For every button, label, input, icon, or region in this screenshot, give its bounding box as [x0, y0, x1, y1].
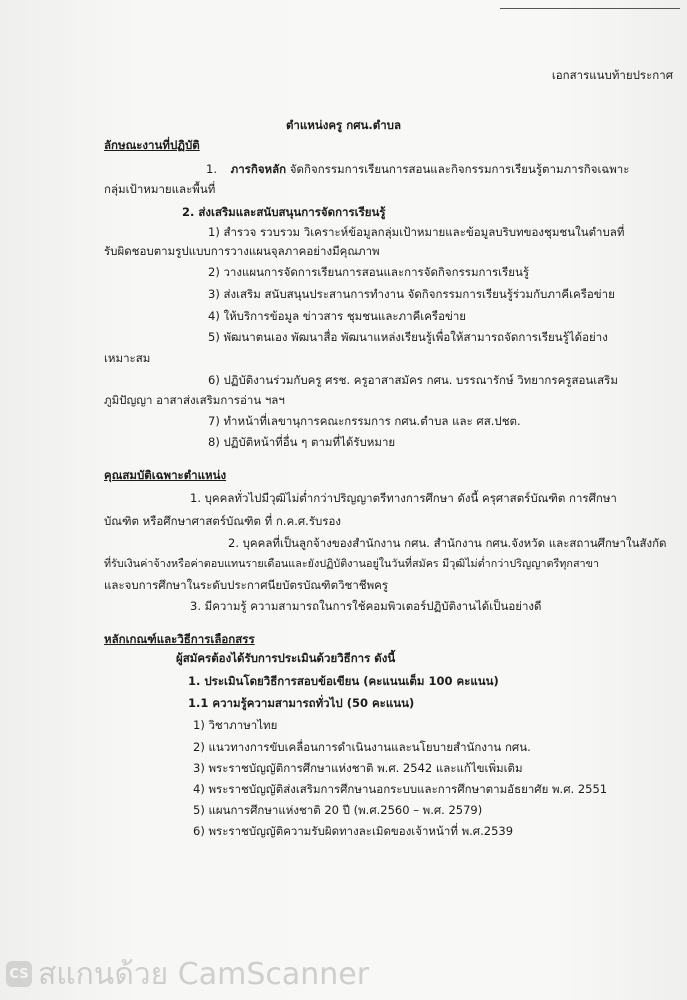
duty-item-1-text: จัดกิจกรรมการเรียนการสอนและกิจกรรมการเรียนรู้ตามภารกิจเฉพาะ — [286, 162, 630, 176]
duty-sub-1-cont: รับผิดชอบตามรูปแบบการวางแผนจุลภาคอย่างมีคุณภาพ — [104, 244, 380, 258]
topic-item: 3) พระราชบัญญัติการศึกษาแห่งชาติ พ.ศ. 2542 และแก้ไขเพิ่มเติม — [193, 761, 523, 775]
qualification-1-cont: บัณฑิต หรือศึกษาศาสตร์บัณฑิต ที่ ก.ค.ศ.รับรอง — [104, 514, 341, 528]
topic-item: 1) วิชาภาษาไทย — [193, 718, 278, 732]
duties-heading: ลักษณะงานที่ปฏิบัติ — [104, 138, 200, 152]
header-note: เอกสารแนบท้ายประกาศ — [551, 68, 673, 82]
duty-item-1-number: 1. — [206, 162, 217, 176]
duty-item-1-cont: กลุ่มเป้าหมายและพื้นที่ — [104, 182, 216, 196]
qualification-2: 2. บุคคลที่เป็นลูกจ้างของสำนักงาน กศน. สำนักงาน กศน.จังหวัด และสถานศึกษาในสังกัด — [228, 536, 667, 550]
duty-sub-7: 7) ทำหน้าที่เลขานุการคณะกรรมการ กศน.ตำบล และ ศส.ปชต. — [208, 414, 521, 428]
qualification-2-cont-2: และจบการศึกษาในระดับประกาศนียบัตรบัณฑิตวิชาชีพครู — [104, 578, 389, 592]
qualification-3: 3. มีความรู้ ความสามารถในการใช้คอมพิวเตอร์ปฏิบัติงานได้เป็นอย่างดี — [190, 599, 542, 613]
selection-part-1-1: 1.1 ความรู้ความสามารถทั่วไป (50 คะแนน) — [188, 696, 415, 710]
qualification-1: 1. บุคคลทั่วไปมีวุฒิไม่ต่ำกว่าปริญญาตรีทางการศึกษา ดังนี้ ครุศาสตร์บัณฑิต การศึกษา — [190, 491, 617, 505]
top-rule — [500, 8, 680, 9]
selection-intro: ผู้สมัครต้องได้รับการประเมินด้วยวิธีการ ดังนี้ — [176, 651, 396, 665]
topic-item: 2) แนวทางการขับเคลื่อนการดำเนินงานและนโยบายสำนักงาน กศน. — [193, 740, 531, 754]
duty-item-1-title: ภารกิจหลัก — [230, 162, 287, 176]
duty-sub-1: 1) สำรวจ รวบรวม วิเคราะห์ข้อมูลกลุ่มเป้าหมายและข้อมูลบริบทของชุมชนในตำบลที่ — [208, 225, 625, 239]
duty-item-1 — [206, 162, 629, 176]
duty-item-2-title: 2. ส่งเสริมและสนับสนุนการจัดการเรียนรู้ — [182, 205, 386, 219]
camscanner-watermark — [6, 952, 436, 996]
selection-method-1: 1. ประเมินโดยวิธีการสอบข้อเขียน (คะแนนเต็ม 100 คะแนน) — [188, 674, 499, 688]
topic-item: 4) พระราชบัญญัติส่งเสริมการศึกษานอกระบบและการศึกษาตามอัธยาศัย พ.ศ. 2551 — [193, 782, 608, 796]
topic-item: 5) แผนการศึกษาแห่งชาติ 20 ปี (พ.ศ.2560 – พ.ศ. 2579) — [193, 803, 483, 817]
duty-sub-3: 3) ส่งเสริม สนับสนุนประสานการทำงาน จัดกิจกรรมการเรียนรู้ร่วมกับภาคีเครือข่าย — [208, 287, 615, 301]
camscanner-logo-icon: CS — [6, 961, 32, 987]
selection-heading: หลักเกณฑ์และวิธีการเลือกสรร — [104, 632, 255, 646]
qualifications-heading: คุณสมบัติเฉพาะตำแหน่ง — [104, 468, 227, 482]
camscanner-watermark-text: สแกนด้วย CamScanner — [38, 956, 370, 992]
duty-sub-2: 2) วางแผนการจัดการเรียนการสอนและการจัดกิจกรรมการเรียนรู้ — [208, 265, 530, 279]
topic-item: 6) พระราชบัญญัติความรับผิดทางละเมิดของเจ้าหน้าที่ พ.ศ.2539 — [193, 824, 514, 838]
duty-sub-6-cont: ภูมิปัญญา อาสาส่งเสริมการอ่าน ฯลฯ — [104, 393, 285, 407]
duty-sub-8: 8) ปฏิบัติหน้าที่อื่น ๆ ตามที่ได้รับหมาย — [208, 435, 396, 449]
qualification-2-cont-1: ที่รับเงินค่าจ้างหรือค่าตอบแทนรายเดือนและยังปฏิบัติงานอยู่ในวันที่สมัคร มีวุฒิไม่ต่ำกว่าปริญญาตรีทุกสาขา — [104, 557, 600, 570]
duty-sub-4: 4) ให้บริการข้อมูล ข่าวสาร ชุมชนและภาคีเครือข่าย — [208, 309, 467, 323]
page-title: ตำแหน่งครู กศน.ตำบล — [285, 118, 402, 132]
duty-sub-6: 6) ปฏิบัติงานร่วมกับครู ศรช. ครูอาสาสมัคร กศน. บรรณารักษ์ วิทยากรครูสอนเสริม — [208, 373, 618, 387]
duty-sub-5: 5) พัฒนาตนเอง พัฒนาสื่อ พัฒนาแหล่งเรียนรู้เพื่อให้สามารถจัดการเรียนรู้ได้อย่าง — [208, 330, 608, 344]
duty-sub-5-cont: เหมาะสม — [104, 351, 151, 365]
